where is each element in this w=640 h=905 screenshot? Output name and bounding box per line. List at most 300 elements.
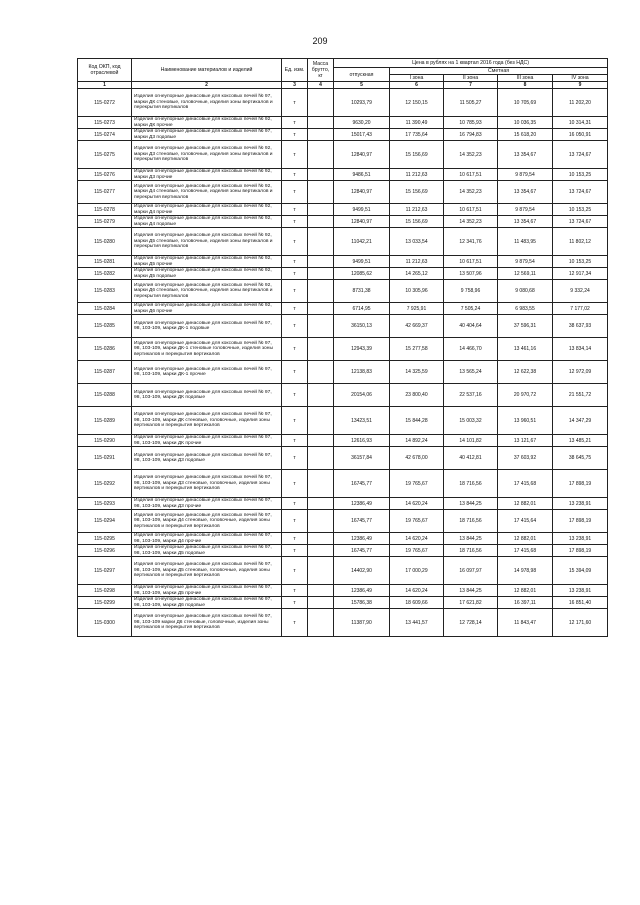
zone-3-price: 15 618,20 (498, 129, 553, 141)
table-row (78, 228, 608, 256)
mass (308, 384, 334, 407)
product-code: 115-0292 (78, 470, 132, 498)
zone-1-price: 14 892,24 (390, 435, 444, 447)
zone-1-price: 14 620,24 (390, 585, 444, 597)
zone-2-price: 14 352,23 (444, 141, 498, 169)
zone-2-price: 16 097,97 (444, 557, 498, 585)
zone-3-price: 17 415,68 (498, 470, 553, 498)
product-code: 115-0290 (78, 435, 132, 447)
column-number-row (78, 82, 608, 89)
zone-1-price: 17 735,64 (390, 129, 444, 141)
product-name: Изделия огнеупорные динасовые для коксовых печей № 97, 98, 103-109, марки Д5 подовые (132, 545, 282, 557)
zone-1-price: 10 305,96 (390, 280, 444, 303)
table-row (78, 510, 608, 533)
zone-4-price: 7 177,02 (553, 303, 608, 315)
zone-3-price: 13 354,67 (498, 141, 553, 169)
header-price-group: Цена в рублях на 1 квартал 2016 года (без НДС) (334, 59, 608, 68)
zone-4-price: 13 238,91 (553, 585, 608, 597)
table-row (78, 585, 608, 597)
mass (308, 407, 334, 435)
product-name: Изделия огнеупорные динасовые для коксовых печей № 97, 98, 103-109, марки ДК стеновые, головочные, изделия зоны вертикалов и перекрытия вертикалов (132, 407, 282, 435)
zone-4-price: 16 851,40 (553, 597, 608, 609)
zone-1-price: 12 150,15 (390, 89, 444, 117)
zone-1-price: 7 925,91 (390, 303, 444, 315)
zone-2-price: 15 003,32 (444, 407, 498, 435)
product-name: Изделия огнеупорные динасовые для коксовых печей № 97, 98, 103-109, марки Д3 подовые (132, 447, 282, 470)
release-price: 15786,38 (334, 597, 390, 609)
product-name: Изделия огнеупорные динасовые для коксовых печей № 97, 98, 103-109, марки Д3 стеновые, головочные, изделия зоны вертикалов и перекрытия вертикалов (132, 470, 282, 498)
unit: т (282, 303, 308, 315)
zone-3-price: 11 843,47 (498, 609, 553, 637)
mass (308, 204, 334, 216)
zone-2-price: 18 716,56 (444, 545, 498, 557)
zone-4-price: 12 171,60 (553, 609, 608, 637)
release-price: 12616,93 (334, 435, 390, 447)
product-code: 115-0296 (78, 545, 132, 557)
unit: т (282, 181, 308, 204)
zone-2-price: 12 728,14 (444, 609, 498, 637)
product-name: Изделия огнеупорные динасовые для коксовых печей № 97, 98, 103-109, марки Д4 стеновые, головочные, изделия зоны вертикалов и перекрытия вертикалов (132, 510, 282, 533)
zone-4-price: 17 898,19 (553, 545, 608, 557)
table-row (78, 181, 608, 204)
zone-3-price: 37 596,31 (498, 315, 553, 338)
unit: т (282, 256, 308, 268)
product-name: Изделия огнеупорные динасовые для коксовых печей № 97, 98, 103-109, марки ДК-1 прочие (132, 361, 282, 384)
zone-2-price: 14 466,70 (444, 338, 498, 361)
mass (308, 609, 334, 637)
mass (308, 545, 334, 557)
unit: т (282, 585, 308, 597)
header-release: отпускная (334, 68, 390, 82)
zone-3-price: 13 960,51 (498, 407, 553, 435)
zone-3-price: 13 354,67 (498, 216, 553, 228)
zone-2-price: 18 716,56 (444, 510, 498, 533)
zone-3-price: 13 461,16 (498, 338, 553, 361)
unit: т (282, 89, 308, 117)
table-row (78, 597, 608, 609)
product-name: Изделия огнеупорные динасовые для коксовых печей № 97, 98, 103-109, марки Д3 прочие (132, 498, 282, 510)
unit: т (282, 498, 308, 510)
mass (308, 597, 334, 609)
product-code: 115-0276 (78, 169, 132, 181)
unit: т (282, 545, 308, 557)
mass (308, 557, 334, 585)
zone-1-price: 14 265,12 (390, 268, 444, 280)
release-price: 36157,84 (334, 447, 390, 470)
zone-2-price: 18 716,56 (444, 470, 498, 498)
zone-1-price: 19 765,67 (390, 545, 444, 557)
zone-2-price: 13 844,25 (444, 498, 498, 510)
table-row (78, 470, 608, 498)
zone-4-price: 13 724,67 (553, 181, 608, 204)
release-price: 9486,51 (334, 169, 390, 181)
product-name: Изделия огнеупорные динасовые для коксовых печей № 97, 98, 103-109, марки Д5 прочие (132, 585, 282, 597)
product-name: Изделия огнеупорные динасовые для коксовых печей № 97, марки ДК стеновые, головочные, изделия зоны вертикалов и перекрытия вертикалов (132, 89, 282, 117)
table-row (78, 169, 608, 181)
product-name: Изделия огнеупорные динасовые для коксовых печей № 97, 98, 103-109, марки ДК прочие (132, 435, 282, 447)
zone-1-price: 19 765,67 (390, 470, 444, 498)
header-zone-3: III зона (498, 75, 553, 82)
col-num-7: 7 (444, 82, 498, 89)
zone-2-price: 13 507,96 (444, 268, 498, 280)
zone-1-price: 15 156,69 (390, 181, 444, 204)
zone-1-price: 17 000,29 (390, 557, 444, 585)
product-code: 115-0282 (78, 268, 132, 280)
zone-1-price: 19 765,67 (390, 510, 444, 533)
mass (308, 315, 334, 338)
zone-4-price: 13 724,67 (553, 216, 608, 228)
table-row (78, 141, 608, 169)
zone-2-price: 12 341,76 (444, 228, 498, 256)
unit: т (282, 280, 308, 303)
col-num-4: 4 (308, 82, 334, 89)
page-number: 209 (312, 36, 328, 46)
zone-3-price: 12 882,01 (498, 498, 553, 510)
zone-2-price: 40 412,81 (444, 447, 498, 470)
zone-2-price: 10 617,51 (444, 169, 498, 181)
zone-1-price: 11 390,49 (390, 117, 444, 129)
product-code: 115-0291 (78, 447, 132, 470)
table-row (78, 256, 608, 268)
release-price: 12386,49 (334, 498, 390, 510)
unit: т (282, 447, 308, 470)
mass (308, 280, 334, 303)
header-zone-4: IV зона (553, 75, 608, 82)
zone-3-price: 9 080,68 (498, 280, 553, 303)
zone-3-price: 12 882,01 (498, 585, 553, 597)
release-price: 12386,49 (334, 533, 390, 545)
mass (308, 533, 334, 545)
product-name: Изделия огнеупорные динасовые для коксовых печей № 92, марки Д4 стеновые, головочные, изделия зоны вертикалов и перекрытия вертикалов (132, 181, 282, 204)
zone-2-price: 14 101,82 (444, 435, 498, 447)
release-price: 12138,83 (334, 361, 390, 384)
product-code: 115-0279 (78, 216, 132, 228)
release-price: 16745,77 (334, 470, 390, 498)
zone-1-price: 15 844,28 (390, 407, 444, 435)
product-code: 115-0297 (78, 557, 132, 585)
col-num-1: 1 (78, 82, 132, 89)
table-row (78, 89, 608, 117)
unit: т (282, 117, 308, 129)
zone-4-price: 10 153,25 (553, 256, 608, 268)
release-price: 12085,62 (334, 268, 390, 280)
product-name: Изделия огнеупорные динасовые для коксовых печей № 92, марки Д3 прочие (132, 169, 282, 181)
zone-4-price: 16 050,91 (553, 129, 608, 141)
product-code: 115-0299 (78, 597, 132, 609)
release-price: 12840,97 (334, 216, 390, 228)
zone-3-price: 17 415,64 (498, 510, 553, 533)
product-code: 115-0295 (78, 533, 132, 545)
release-price: 16745,77 (334, 545, 390, 557)
unit: т (282, 384, 308, 407)
product-name: Изделия огнеупорные динасовые для коксовых печей № 97, марки Д3 подовые (132, 129, 282, 141)
mass (308, 470, 334, 498)
release-price: 6714,95 (334, 303, 390, 315)
unit: т (282, 510, 308, 533)
product-name: Изделия огнеупорные динасовые для коксовых печей № 92, марки Д5 стеновые, головочные, изделия зоны вертикалов и перекрытия вертикалов (132, 228, 282, 256)
col-num-9: 9 (553, 82, 608, 89)
zone-4-price: 38 637,93 (553, 315, 608, 338)
product-code: 115-0275 (78, 141, 132, 169)
unit: т (282, 315, 308, 338)
header-unit: Ед. изм. (282, 59, 308, 82)
table-body (78, 89, 608, 637)
zone-3-price: 10 705,69 (498, 89, 553, 117)
zone-4-price: 15 394,09 (553, 557, 608, 585)
zone-2-price: 14 352,23 (444, 216, 498, 228)
mass (308, 216, 334, 228)
product-code: 115-0278 (78, 204, 132, 216)
mass (308, 435, 334, 447)
zone-2-price: 14 352,23 (444, 181, 498, 204)
product-code: 115-0272 (78, 89, 132, 117)
release-price: 12840,97 (334, 181, 390, 204)
zone-2-price: 40 404,64 (444, 315, 498, 338)
price-table (77, 58, 608, 637)
product-name: Изделия огнеупорные динасовые для коксовых печей № 97, 98, 103-109, марки ДК-1 подовые (132, 315, 282, 338)
zone-3-price: 9 879,54 (498, 256, 553, 268)
table-row (78, 303, 608, 315)
zone-3-price: 16 397,11 (498, 597, 553, 609)
product-name: Изделия огнеупорные динасовые для коксовых печей № 92, марки Д4 подовые (132, 216, 282, 228)
product-name: Изделия огнеупорные динасовые для коксовых печей № 92, марки ДК прочие (132, 117, 282, 129)
release-price: 11387,90 (334, 609, 390, 637)
zone-4-price: 13 834,14 (553, 338, 608, 361)
zone-3-price: 9 879,54 (498, 204, 553, 216)
zone-2-price: 16 794,83 (444, 129, 498, 141)
zone-2-price: 10 617,51 (444, 256, 498, 268)
zone-1-price: 14 620,24 (390, 498, 444, 510)
zone-1-price: 14 620,24 (390, 533, 444, 545)
header-code: Код ОКП, код отраслевой (78, 59, 132, 82)
zone-4-price: 38 645,75 (553, 447, 608, 470)
zone-2-price: 11 505,27 (444, 89, 498, 117)
table-row (78, 609, 608, 637)
col-num-2: 2 (132, 82, 282, 89)
zone-4-price: 13 238,91 (553, 533, 608, 545)
product-name: Изделия огнеупорные динасовые для коксовых печей № 97, 98, 103-109, марки Д5 стеновые, головочные, изделия зоны вертикалов и перекрытия вертикалов (132, 557, 282, 585)
release-price: 10293,79 (334, 89, 390, 117)
zone-2-price: 9 758,96 (444, 280, 498, 303)
zone-2-price: 10 785,93 (444, 117, 498, 129)
zone-3-price: 13 121,67 (498, 435, 553, 447)
unit: т (282, 361, 308, 384)
product-code: 115-0284 (78, 303, 132, 315)
product-code: 115-0285 (78, 315, 132, 338)
product-name: Изделия огнеупорные динасовые для коксовых печей № 92, марки Д4 прочие (132, 204, 282, 216)
mass (308, 585, 334, 597)
mass (308, 268, 334, 280)
col-num-8: 8 (498, 82, 553, 89)
mass (308, 141, 334, 169)
table-row (78, 315, 608, 338)
zone-4-price: 14 347,29 (553, 407, 608, 435)
product-code: 115-0274 (78, 129, 132, 141)
table-row (78, 407, 608, 435)
zone-2-price: 13 844,25 (444, 585, 498, 597)
zone-4-price: 9 332,24 (553, 280, 608, 303)
zone-2-price: 10 617,51 (444, 204, 498, 216)
release-price: 8731,38 (334, 280, 390, 303)
release-price: 15017,43 (334, 129, 390, 141)
zone-3-price: 9 879,54 (498, 169, 553, 181)
zone-4-price: 10 153,25 (553, 169, 608, 181)
mass (308, 498, 334, 510)
zone-4-price: 10 314,31 (553, 117, 608, 129)
release-price: 16745,77 (334, 510, 390, 533)
zone-2-price: 13 844,25 (444, 533, 498, 545)
zone-2-price: 7 505,24 (444, 303, 498, 315)
release-price: 36150,13 (334, 315, 390, 338)
zone-3-price: 13 354,67 (498, 181, 553, 204)
release-price: 12943,39 (334, 338, 390, 361)
header-mass: Масса брутто, кг (308, 59, 334, 82)
header-estimate: Сметная (390, 68, 608, 75)
mass (308, 169, 334, 181)
release-price: 12386,49 (334, 585, 390, 597)
unit: т (282, 435, 308, 447)
zone-1-price: 15 277,58 (390, 338, 444, 361)
zone-1-price: 42 678,00 (390, 447, 444, 470)
zone-3-price: 17 415,68 (498, 545, 553, 557)
zone-4-price: 13 485,21 (553, 435, 608, 447)
zone-4-price: 17 898,19 (553, 510, 608, 533)
zone-1-price: 11 212,63 (390, 169, 444, 181)
unit: т (282, 597, 308, 609)
zone-3-price: 12 882,01 (498, 533, 553, 545)
table-row (78, 204, 608, 216)
header-zone-2: II зона (444, 75, 498, 82)
unit: т (282, 557, 308, 585)
table-row (78, 280, 608, 303)
zone-4-price: 17 898,19 (553, 470, 608, 498)
mass (308, 510, 334, 533)
table-row (78, 447, 608, 470)
zone-4-price: 10 153,25 (553, 204, 608, 216)
table-row (78, 216, 608, 228)
product-name: Изделия огнеупорные динасовые для коксовых печей № 97, 98, 103-109, марки ДК подовые (132, 384, 282, 407)
product-name: Изделия огнеупорные динасовые для коксовых печей № 92, марки Д5 прочие (132, 256, 282, 268)
release-price: 9499,51 (334, 256, 390, 268)
mass (308, 361, 334, 384)
product-code: 115-0283 (78, 280, 132, 303)
zone-1-price: 14 325,59 (390, 361, 444, 384)
mass (308, 89, 334, 117)
mass (308, 228, 334, 256)
table-row (78, 361, 608, 384)
zone-4-price: 21 551,72 (553, 384, 608, 407)
product-name: Изделия огнеупорные динасовые для коксовых печей № 97, 98, 103-109, марки ДК-1 стеновые головочные, изделия зоны вертикалов и перекрытия вертикалов (132, 338, 282, 361)
unit: т (282, 609, 308, 637)
zone-3-price: 6 983,55 (498, 303, 553, 315)
release-price: 13423,51 (334, 407, 390, 435)
release-price: 12840,97 (334, 141, 390, 169)
product-code: 115-0293 (78, 498, 132, 510)
zone-3-price: 11 483,95 (498, 228, 553, 256)
unit: т (282, 141, 308, 169)
table-row (78, 557, 608, 585)
col-num-6: 6 (390, 82, 444, 89)
zone-4-price: 12 917,34 (553, 268, 608, 280)
zone-2-price: 22 537,16 (444, 384, 498, 407)
zone-1-price: 15 156,69 (390, 216, 444, 228)
col-num-3: 3 (282, 82, 308, 89)
header-zone-1: I зона (390, 75, 444, 82)
header-name: Наименование материалов и изделий (132, 59, 282, 82)
table-row (78, 435, 608, 447)
unit: т (282, 533, 308, 545)
product-code: 115-0280 (78, 228, 132, 256)
product-name: Изделия огнеупорные динасовые для коксовых печей № 97, 98, 103-109, марки Д6 подовые (132, 597, 282, 609)
product-name: Изделия огнеупорные динасовые для коксовых печей № 92, марки Д5 подовые (132, 268, 282, 280)
product-code: 115-0286 (78, 338, 132, 361)
table-row (78, 533, 608, 545)
table-row (78, 545, 608, 557)
product-code: 115-0300 (78, 609, 132, 637)
mass (308, 181, 334, 204)
col-num-5: 5 (334, 82, 390, 89)
product-name: Изделия огнеупорные динасовые для коксовых печей № 92, марки Д3 стеновые, головочные, изделия зоны вертикалов и перекрытия вертикалов (132, 141, 282, 169)
table-row (78, 117, 608, 129)
mass (308, 129, 334, 141)
product-name: Изделия огнеупорные динасовые для коксовых печей № 97, 98, 103-109, марки Д4 прочие (132, 533, 282, 545)
mass (308, 338, 334, 361)
mass (308, 447, 334, 470)
zone-4-price: 13 238,91 (553, 498, 608, 510)
product-name: Изделия огнеупорные динасовые для коксовых печей № 97, 98, 103-109 марки Д6 стеновые, головочные, изделия зоны вертикалов и перекрытия вертикалов (132, 609, 282, 637)
product-code: 115-0289 (78, 407, 132, 435)
release-price: 9499,51 (334, 204, 390, 216)
table-row (78, 129, 608, 141)
release-price: 9630,20 (334, 117, 390, 129)
zone-1-price: 13 033,54 (390, 228, 444, 256)
zone-1-price: 15 156,69 (390, 141, 444, 169)
product-name: Изделия огнеупорные динасовые для коксовых печей № 92, марки Д6 прочие (132, 303, 282, 315)
unit: т (282, 129, 308, 141)
product-code: 115-0277 (78, 181, 132, 204)
product-code: 115-0288 (78, 384, 132, 407)
unit: т (282, 228, 308, 256)
zone-1-price: 11 212,63 (390, 256, 444, 268)
mass (308, 117, 334, 129)
zone-3-price: 12 622,38 (498, 361, 553, 384)
mass (308, 256, 334, 268)
zone-1-price: 11 212,63 (390, 204, 444, 216)
product-name: Изделия огнеупорные динасовые для коксовых печей № 92, марки Д6 стеновые, головочные, изделия зоны вертикалов и перекрытия вертикалов (132, 280, 282, 303)
product-code: 115-0294 (78, 510, 132, 533)
zone-1-price: 23 800,40 (390, 384, 444, 407)
unit: т (282, 216, 308, 228)
unit: т (282, 407, 308, 435)
zone-1-price: 42 669,37 (390, 315, 444, 338)
zone-3-price: 10 036,35 (498, 117, 553, 129)
release-price: 14402,90 (334, 557, 390, 585)
zone-2-price: 17 621,82 (444, 597, 498, 609)
zone-1-price: 18 609,66 (390, 597, 444, 609)
unit: т (282, 470, 308, 498)
zone-3-price: 37 603,92 (498, 447, 553, 470)
table-row (78, 268, 608, 280)
zone-4-price: 13 724,67 (553, 141, 608, 169)
zone-4-price: 11 802,12 (553, 228, 608, 256)
release-price: 20154,06 (334, 384, 390, 407)
zone-3-price: 14 978,98 (498, 557, 553, 585)
product-code: 115-0298 (78, 585, 132, 597)
release-price: 11042,21 (334, 228, 390, 256)
product-code: 115-0281 (78, 256, 132, 268)
table-row (78, 384, 608, 407)
zone-4-price: 11 202,20 (553, 89, 608, 117)
